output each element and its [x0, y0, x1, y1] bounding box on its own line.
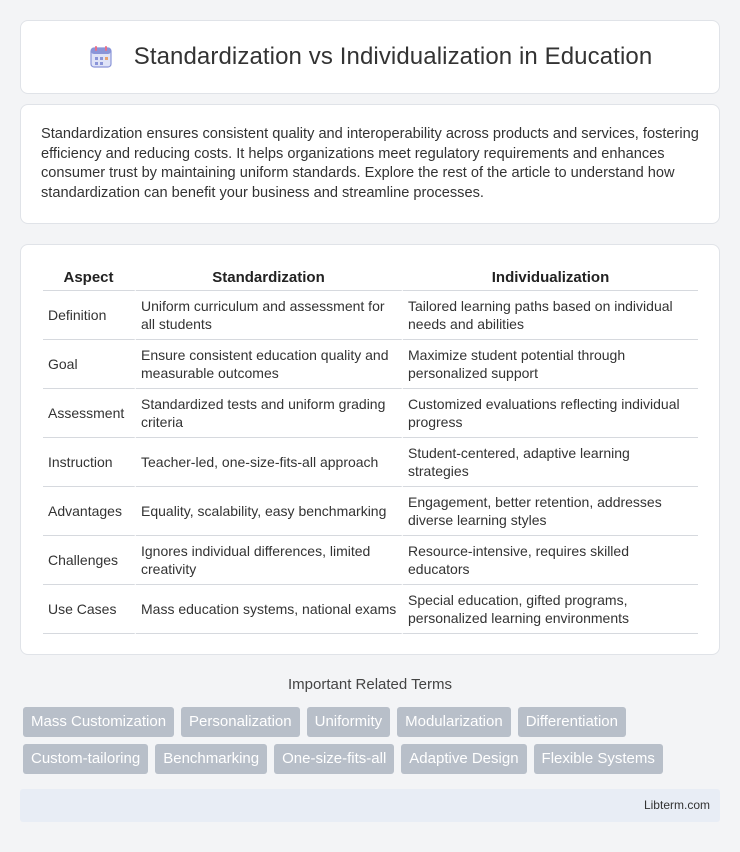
related-term-tag[interactable]: Uniformity — [307, 707, 391, 737]
intro-card — [20, 104, 720, 224]
related-term-tag[interactable]: Benchmarking — [155, 744, 267, 774]
related-term-tag[interactable]: Adaptive Design — [401, 744, 526, 774]
related-term-tag[interactable]: Flexible Systems — [534, 744, 663, 774]
row-aspect: Goal — [43, 340, 136, 389]
related-term-tag[interactable]: Modularization — [397, 707, 511, 737]
row-individualization: Maximize student potential through personalized support — [403, 340, 698, 389]
row-standardization: Equality, scalability, easy benchmarking — [136, 487, 403, 536]
row-standardization: Standardized tests and uniform grading criteria — [136, 389, 403, 438]
row-aspect: Challenges — [43, 536, 136, 585]
table-row — [43, 340, 698, 389]
row-aspect: Advantages — [43, 487, 136, 536]
intro-text: Standardization ensures consistent quality and interoperability across products and services, fostering efficiency and reducing costs. It helps organizations meet regulatory requirements and enhances consumer trust by maintaining uniform standards. Explore the rest of the article to understand how standardization can benefit your business and streamline processes. — [41, 126, 699, 201]
title-card — [20, 20, 720, 94]
footer-brand-link[interactable]: Libterm.com — [643, 798, 710, 812]
comparison-table — [43, 265, 698, 634]
row-individualization: Tailored learning paths based on individual needs and abilities — [403, 291, 698, 340]
header-aspect: Aspect — [43, 265, 136, 291]
related-term-tag[interactable]: Personalization — [181, 707, 300, 737]
related-term-tag[interactable]: Custom-tailoring — [23, 744, 148, 774]
related-term-tag[interactable]: One-size-fits-all — [274, 744, 394, 774]
comparison-card — [20, 244, 720, 655]
header-standardization: Standardization — [136, 265, 403, 291]
footer — [20, 789, 720, 822]
row-aspect: Definition — [43, 291, 136, 340]
related-term-tag[interactable]: Mass Customization — [23, 707, 174, 737]
calendar-icon — [88, 44, 114, 70]
row-individualization: Resource-intensive, requires skilled educators — [403, 536, 698, 585]
row-standardization: Mass education systems, national exams — [136, 585, 403, 634]
row-aspect: Use Cases — [43, 585, 136, 634]
table-row — [43, 438, 698, 487]
table-row — [43, 389, 698, 438]
row-standardization: Ignores individual differences, limited creativity — [136, 536, 403, 585]
row-aspect: Assessment — [43, 389, 136, 438]
row-standardization: Teacher-led, one-size-fits-all approach — [136, 438, 403, 487]
row-standardization: Uniform curriculum and assessment for all students — [136, 291, 403, 340]
table-row — [43, 536, 698, 585]
row-individualization: Special education, gifted programs, personalized learning environments — [403, 585, 698, 634]
page-title: Standardization vs Individualization in Education — [133, 43, 653, 70]
table-row — [43, 487, 698, 536]
row-individualization: Customized evaluations reflecting individual progress — [403, 389, 698, 438]
row-aspect: Instruction — [43, 438, 136, 487]
related-terms-list — [23, 707, 723, 781]
row-individualization: Student-centered, adaptive learning strategies — [403, 438, 698, 487]
table-row — [43, 291, 698, 340]
table-header-row — [43, 265, 698, 291]
table-row — [43, 585, 698, 634]
related-term-tag[interactable]: Differentiation — [518, 707, 626, 737]
row-individualization: Engagement, better retention, addresses diverse learning styles — [403, 487, 698, 536]
related-terms-title: Important Related Terms — [288, 676, 452, 693]
header-individualization: Individualization — [403, 265, 698, 291]
row-standardization: Ensure consistent education quality and measurable outcomes — [136, 340, 403, 389]
